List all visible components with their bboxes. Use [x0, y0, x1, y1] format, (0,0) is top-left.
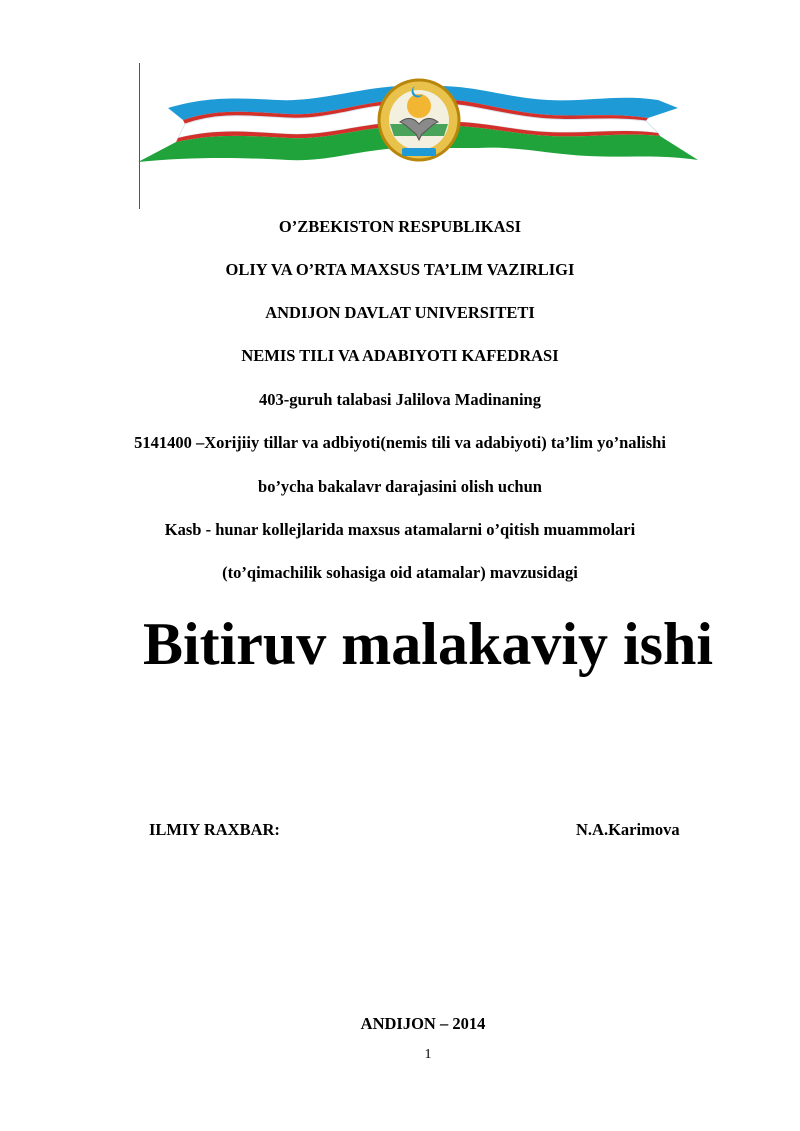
emblem-ribbon	[402, 148, 436, 156]
country-name: O’ZBEKISTON RESPUBLIKASI	[278, 217, 522, 236]
degree-line: bo’ycha bakalavr darajasini olish uchun	[258, 477, 542, 496]
supervisor-name: N.A.Karimova	[576, 820, 680, 839]
topic-line-2: (to’qimachilik sohasiga oid atamalar) mavzusidagi	[222, 563, 578, 582]
topic-line-1: Kasb - hunar kollejlarida maxsus atamalarni o’qitish muammolari	[164, 520, 636, 539]
ministry-name: OLIY VA O’RTA MAXSUS TA’LIM VAZIRLIGI	[225, 260, 575, 279]
page-number: 1	[424, 1047, 432, 1062]
student-line: 403-guruh talabasi Jalilova Madinaning	[259, 390, 541, 409]
city-year: ANDIJON – 2014	[360, 1014, 486, 1033]
document-title: Bitiruv malakaviy ishi	[142, 611, 714, 677]
supervisor-label: ILMIY RAXBAR:	[149, 820, 280, 839]
department-name: NEMIS TILI VA ADABIYOTI KAFEDRASI	[241, 346, 559, 365]
university-name: ANDIJON DAVLAT UNIVERSITETI	[265, 303, 535, 322]
specialty-line: 5141400 –Xorijiiy tillar va adbiyoti(nemis tili va adabiyoti) ta’lim yo’nalishi	[134, 433, 666, 452]
uzbekistan-emblem-flag-icon	[138, 78, 700, 168]
emblem-sun	[407, 94, 431, 118]
